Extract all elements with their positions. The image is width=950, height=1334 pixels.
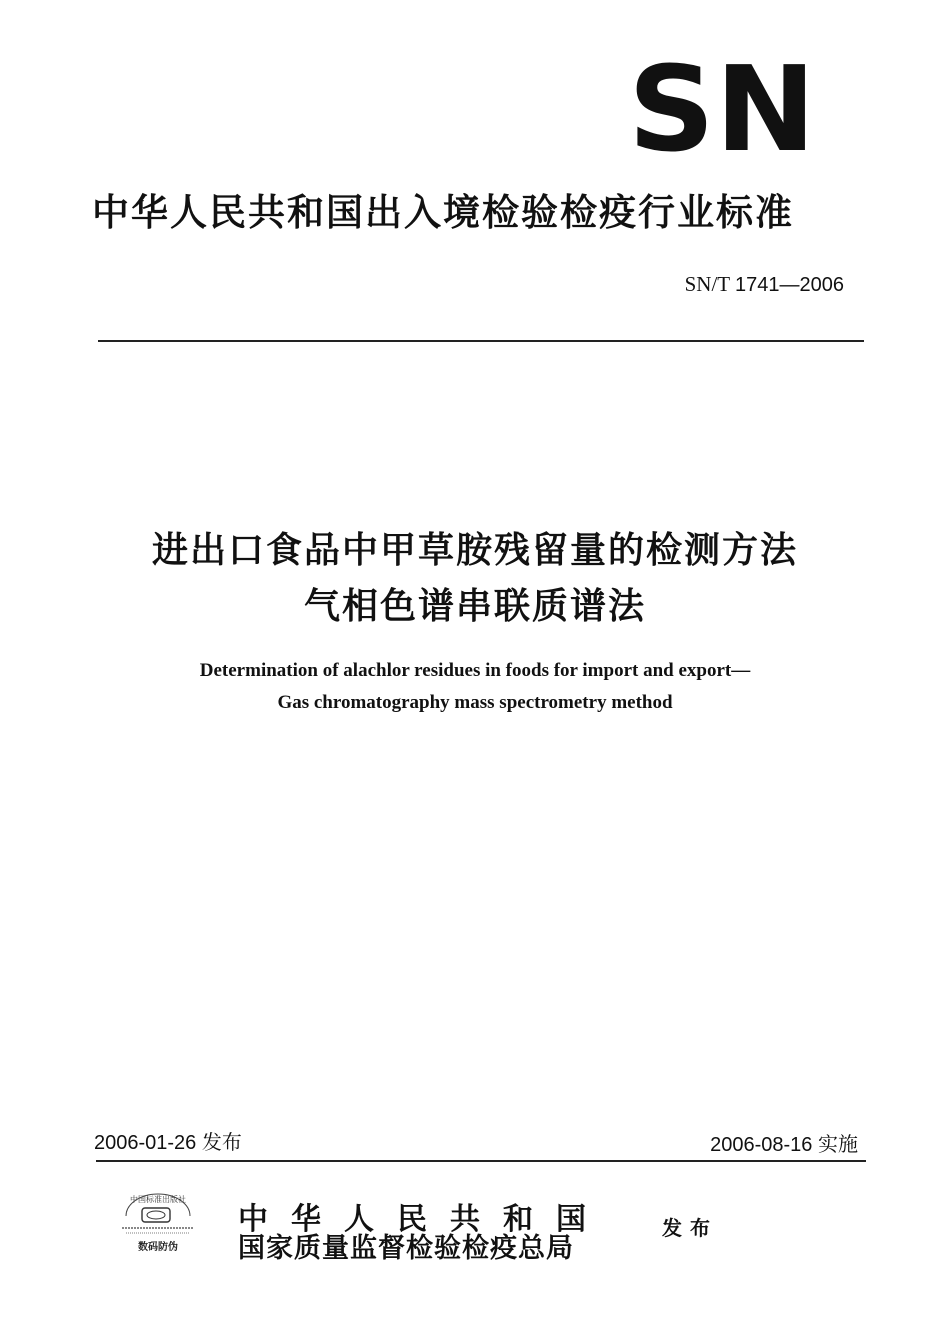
- issue-verb: 发布: [662, 1216, 718, 1240]
- title-chinese-line1: 进出口食品中甲草胺残留量的检测方法: [151, 530, 798, 571]
- standard-number: [685, 272, 844, 297]
- issuer-country: 中华人民共和国: [238, 1202, 609, 1237]
- standard-number-value: 1741—2006: [735, 274, 844, 296]
- title-english-line2: Gas chromatography mass spectrometry method: [277, 692, 673, 713]
- standard-category: 中华人民共和国出入境检验检疫行业标准: [92, 191, 794, 234]
- title-english-line1: Determination of alachlor residues in foods for import and export—: [199, 660, 751, 681]
- standard-prefix: SN/T: [684, 272, 730, 296]
- bottom-divider: [96, 1160, 866, 1162]
- anti-counterfeit-stamp: [112, 1186, 204, 1258]
- sn-logo-graphic: [628, 60, 818, 156]
- svg-text:SN: SN: [628, 60, 816, 156]
- top-divider: [98, 340, 864, 342]
- stamp-seal-icon: [112, 1186, 204, 1258]
- issue-date: 2006-01-26 发布: [94, 1132, 242, 1154]
- issuer-agency: 国家质量监督检验检疫总局: [238, 1233, 574, 1264]
- title-chinese-line2: 气相色谱串联质谱法: [303, 586, 646, 627]
- svg-text:中国标准出版社: 中国标准出版社: [130, 1195, 186, 1204]
- effective-date: 2006-08-16 实施: [710, 1134, 858, 1156]
- sn-logo: [628, 60, 818, 156]
- svg-text:数码防伪: 数码防伪: [138, 1242, 178, 1253]
